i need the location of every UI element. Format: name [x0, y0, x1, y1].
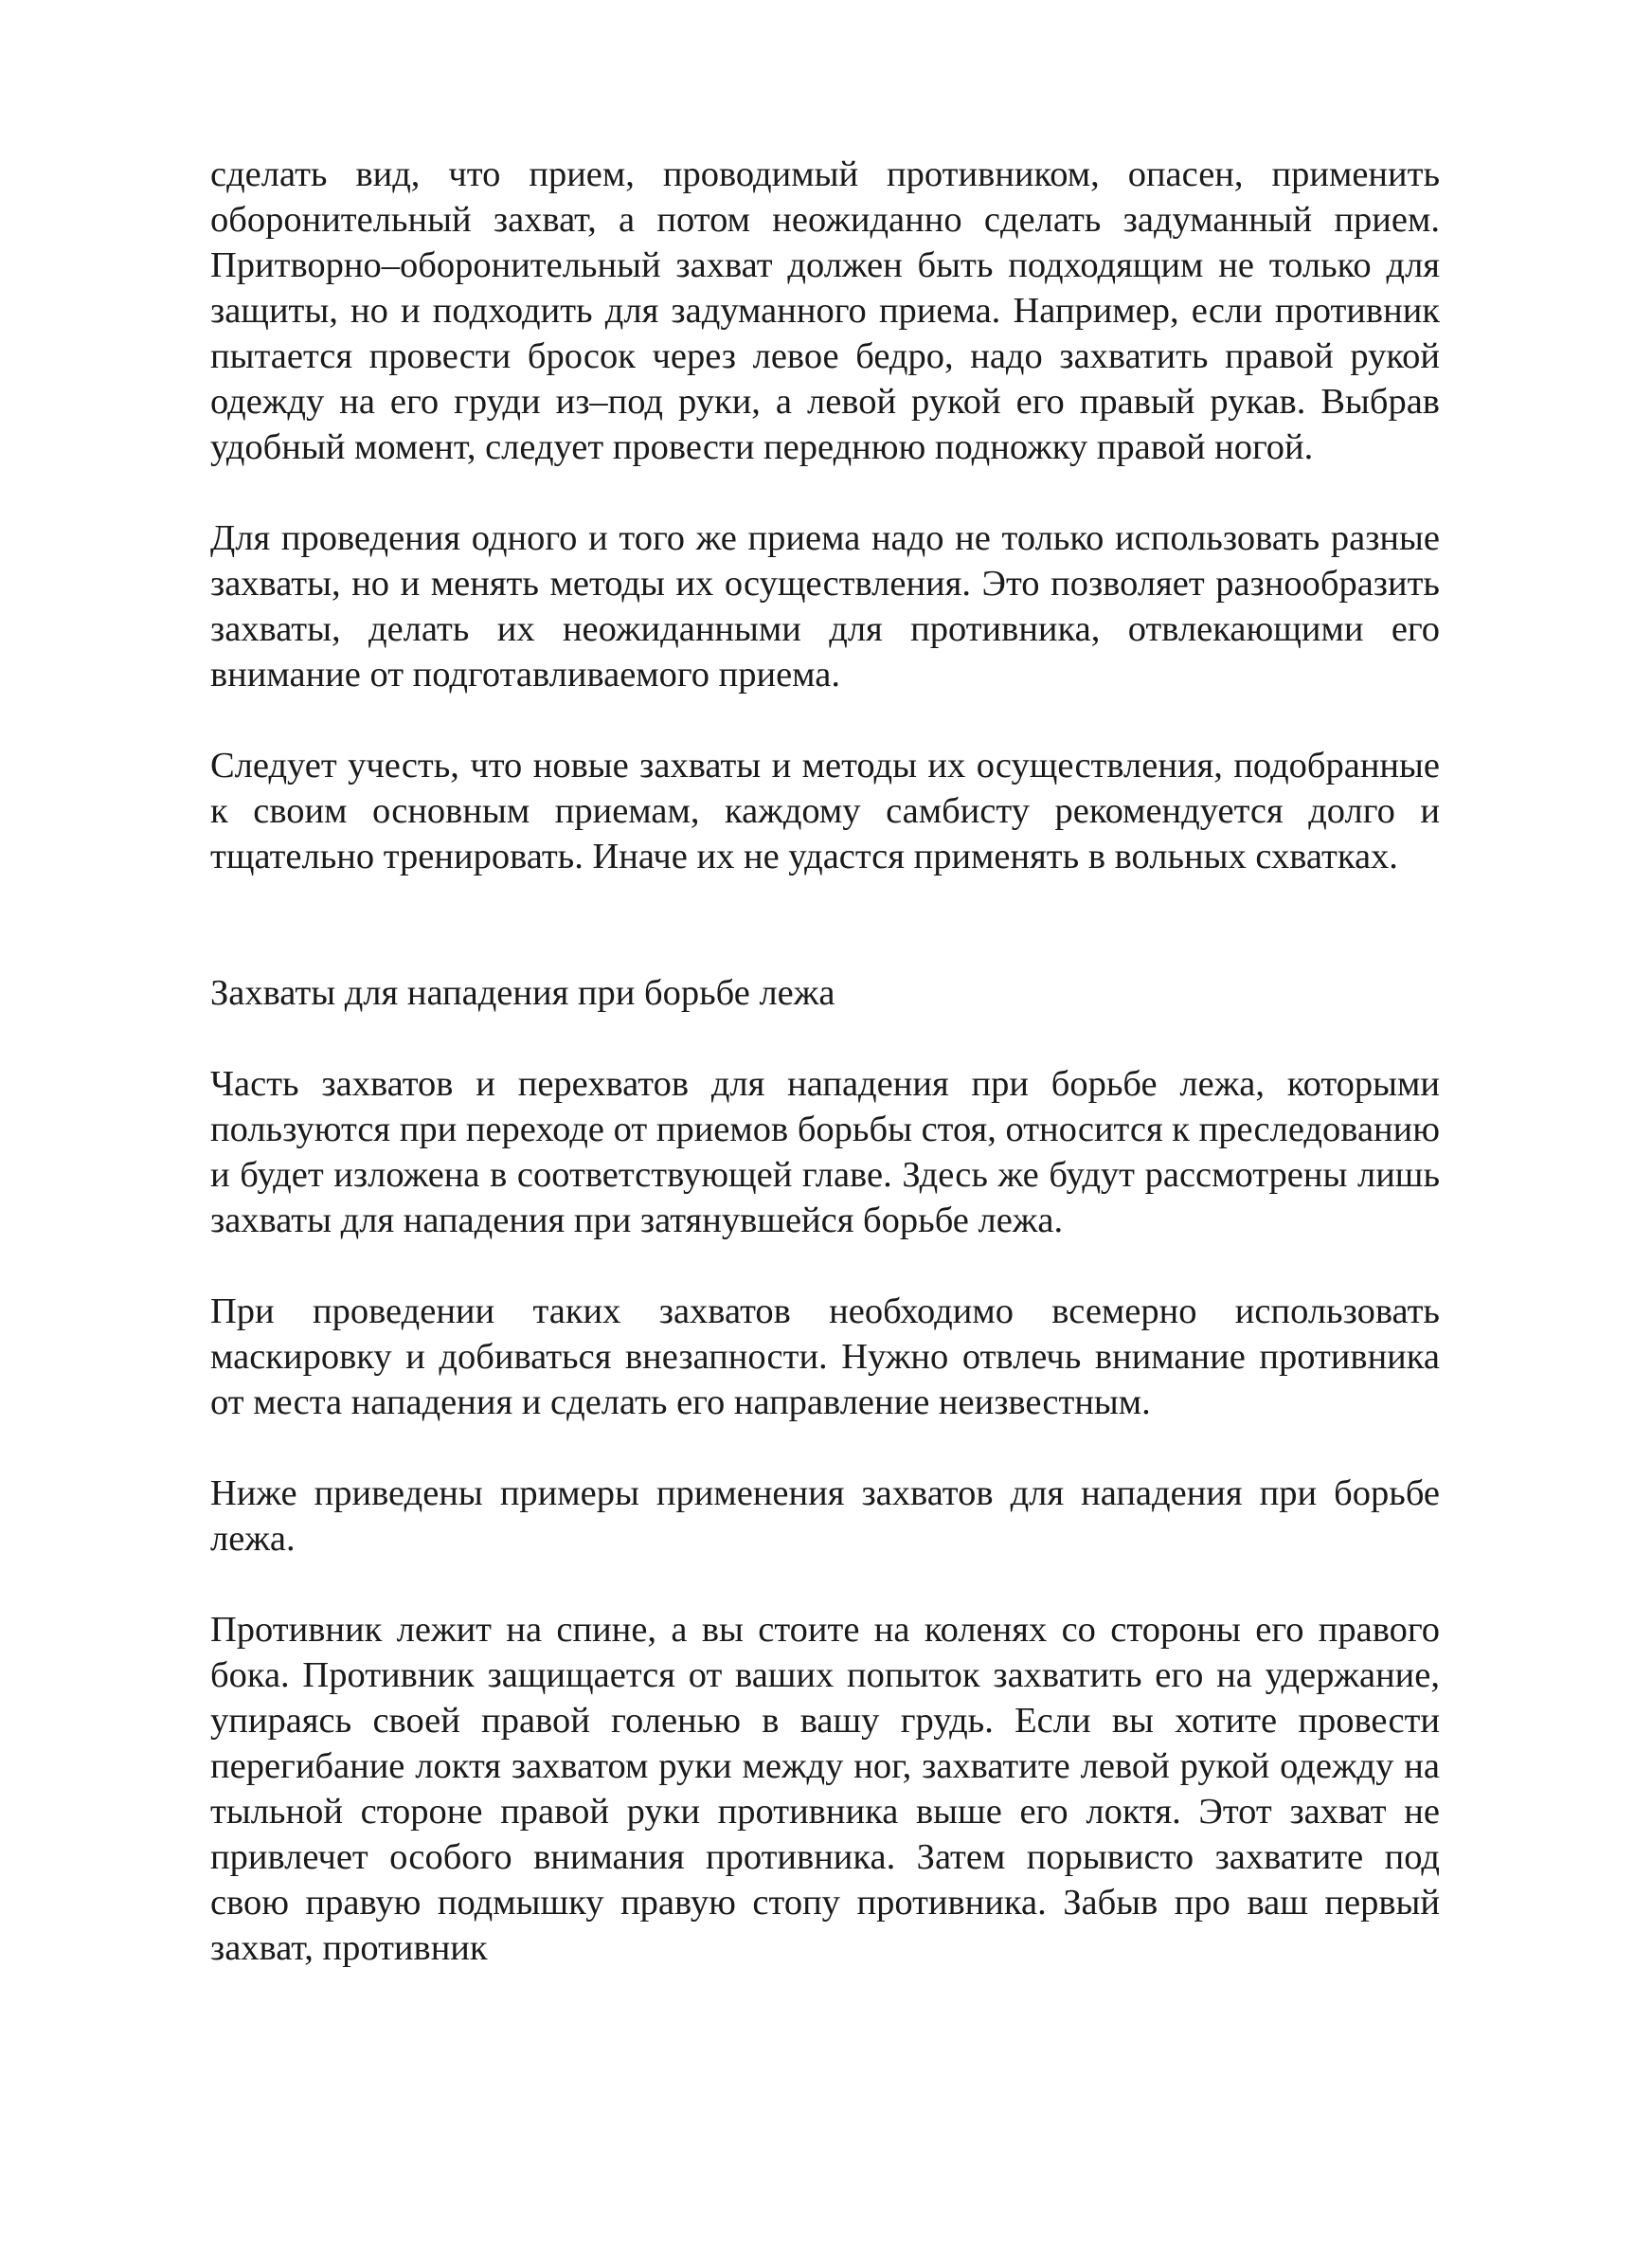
document-page [210, 152, 1440, 1971]
paragraph-training-advice: Следует учесть, что новые захваты и методы их осуществления, подобранные к своим основным приемам, каждому самбисту рекомендуется долго и тщательно тренировать. Иначе их не удастся применять в вольных схватках. [210, 746, 1440, 876]
paragraph-examples-intro: Ниже приведены примеры применения захватов для нападения при борьбе лежа. [210, 1473, 1440, 1559]
paragraph-ground-grips-intro: Часть захватов и перехватов для нападения при борьбе лежа, которыми пользуются при переходе от приемов борьбы стоя, относится к преследованию и будет изложена в соответствующей главе. Здесь же будут рассмотрены лишь захваты для нападения при затянувшейся борьбе лежа. [210, 1064, 1440, 1240]
section-heading: Захваты для нападения при борьбе лежа [210, 973, 835, 1013]
paragraph-feint-grip: сделать вид, что прием, проводимый противником, опасен, применить оборонительный захват, а потом неожиданно сделать задуманный прием. Притворно–оборонительный захват должен быть подходящим не только для защиты, но и подходить для задуманного приема. Например, если противник пытается провести бросок через левое бедро, надо захватить правой рукой одежду на его груди из–под руки, а левой рукой его правый рукав. Выбрав удобный момент, следует провести переднюю подножку правой ногой. [210, 154, 1440, 467]
paragraph-surprise-masking: При проведении таких захватов необходимо всемерно использовать маскировку и добиваться внезапности. Нужно отвлечь внимание противника от места нападения и сделать его направление неизвестным. [210, 1291, 1440, 1422]
paragraph-varied-grips: Для проведения одного и того же приема надо не только использовать разные захваты, но и менять методы их осуществления. Это позволяет разнообразить захваты, делать их неожиданными для противника, отвлекающими его внимание от подготавливаемого приема. [210, 518, 1440, 695]
paragraph-example-armlock: Противник лежит на спине, а вы стоите на коленях со стороны его правого бока. Противник защищается от ваших попыток захватить его на удержание, упираясь своей правой голенью в вашу грудь. Если вы хотите провести перегибание локтя захватом руки между ног, захватите левой рукой одежду на тыльной стороне правой руки противника выше его локтя. Этот захват не привлечет особого внимания противника. Затем порывисто захватите под свою правую подмышку правую стопу противника. Забыв про ваш первый захват, противник [210, 1610, 1440, 1968]
